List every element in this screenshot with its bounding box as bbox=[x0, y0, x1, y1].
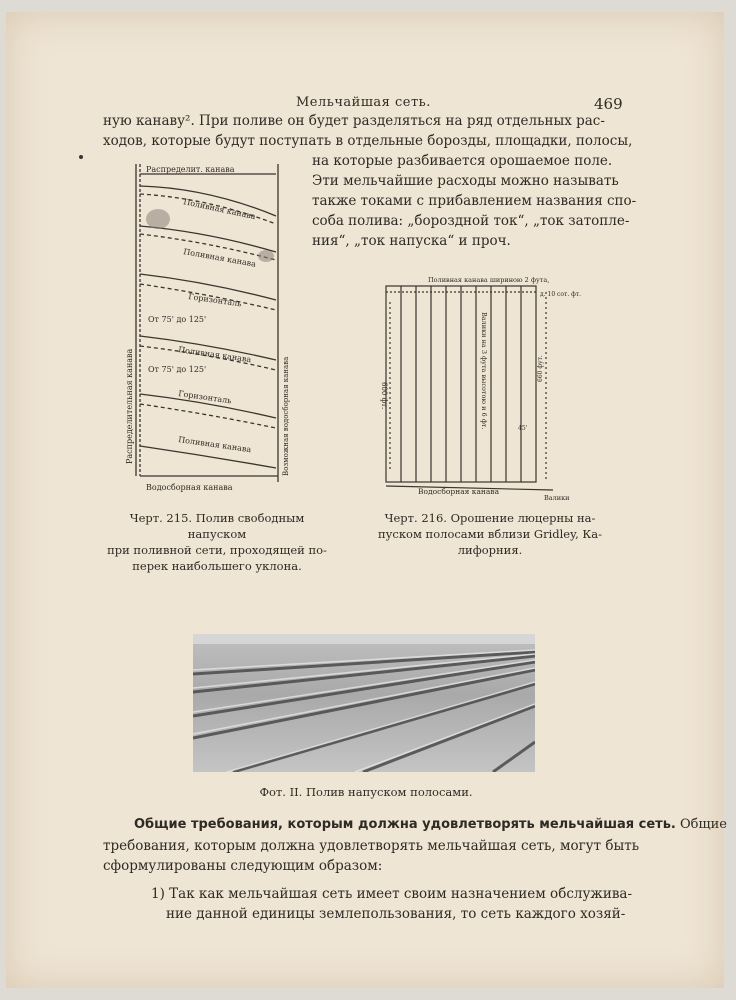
intro-line-2: ходов, которые будут поступать в отдельные борозды, площадки, полосы, bbox=[103, 133, 633, 149]
fig216-label-bottom: Водосборная канава bbox=[418, 487, 500, 496]
intro-line-3: на которые разбивается орошаемое поле. bbox=[312, 153, 613, 169]
fig215-label-range2: От 75' до 125' bbox=[148, 365, 207, 374]
fig216-caption-line-3: лифорния. bbox=[457, 543, 523, 557]
section-heading-tail: Общие bbox=[680, 817, 727, 832]
fig215-label-bottom: Водосборная канава bbox=[146, 483, 233, 492]
fig215-label-poliv4: Поливная канава bbox=[177, 435, 252, 455]
fig216-label-right-dim: 660 фут. bbox=[537, 355, 544, 382]
fig215-caption-line-1: Черт. 215. Полив свободным напуском bbox=[129, 511, 305, 541]
intro-line-6: соба полива: „бороздной ток“, „ток затопле- bbox=[312, 213, 630, 229]
intro-line-1: ную канаву². При поливе он будет разделяться на ряд отдельных рас- bbox=[103, 113, 605, 129]
fig215-label-top: Распределит. канава bbox=[146, 165, 235, 174]
intro-line-4: Эти мельчайшие расходы можно называть bbox=[312, 173, 619, 189]
fig216-label-bottom-right: Валики bbox=[544, 494, 570, 502]
fig216-caption-line-2: пуском полосами вблизи Gridley, Ка- bbox=[377, 527, 603, 541]
fig216-label-top: Поливная канава шириною 2 фута, bbox=[428, 276, 550, 284]
fig216-caption-line-1: Черт. 216. Орошение люцерны на- bbox=[384, 511, 596, 525]
section-heading: Общие требования, которым должна удовлетворять мельчайшая сеть. bbox=[134, 817, 676, 832]
figure-216-diagram bbox=[378, 272, 598, 502]
fig216-label-top-right: д. 10 сот. фт. bbox=[540, 291, 582, 298]
fig216-label-small: 45' bbox=[518, 425, 528, 432]
fig215-label-right-vertical: Возможная водосборная канава bbox=[282, 356, 290, 476]
fig215-label-horiz2: Горизонталь bbox=[177, 389, 233, 406]
fig215-label-poliv2: Поливная канава bbox=[182, 247, 257, 269]
intro-line-5: также токами с прибавлением названия спо- bbox=[312, 193, 637, 209]
photo-caption: Фот. II. Полив напуском полосами. bbox=[259, 785, 473, 799]
item1-line-2: ние данной единицы землепользования, то сеть каждого хозяй- bbox=[166, 906, 626, 922]
section-line-2: сформулированы следующим образом: bbox=[103, 858, 383, 874]
fig216-label-middle: Валики на 3 фута высотою и 6 фт. bbox=[480, 312, 488, 430]
fig215-caption-line-2: при поливной сети, проходящей по- bbox=[107, 543, 327, 557]
section-heading-line bbox=[134, 816, 727, 834]
fig215-label-horiz1: Горизонталь bbox=[187, 292, 243, 309]
fig215-label-poliv1: Поливная канава bbox=[182, 197, 257, 222]
fig215-label-poliv3: Поливная канава bbox=[177, 345, 252, 365]
ink-spot bbox=[79, 155, 83, 159]
running-header: Мельчайшая сеть. bbox=[296, 95, 431, 110]
section-line-1: требования, которым должна удовлетворять мельчайшая сеть, могут быть bbox=[103, 838, 640, 854]
intro-line-7: ния“, „ток напуска“ и проч. bbox=[312, 233, 511, 249]
figure-215-caption bbox=[102, 510, 332, 574]
item1-line-1: 1) Так как мельчайшая сеть имеет своим назначением обслужива- bbox=[151, 886, 633, 902]
field-photograph bbox=[193, 634, 535, 772]
fig215-label-left-vertical: Распределительная канава bbox=[125, 348, 134, 464]
photo-strips bbox=[193, 634, 535, 772]
fig215-caption-line-3: перек наибольшего уклона. bbox=[132, 559, 302, 573]
scanned-page bbox=[6, 12, 727, 988]
fig216-label-left-dim: 600 фт. bbox=[380, 382, 388, 410]
figure-216-caption bbox=[370, 510, 610, 558]
page-number: 469 bbox=[594, 95, 623, 113]
fig215-label-range1: От 75' до 125' bbox=[148, 315, 207, 324]
figure-215-diagram bbox=[118, 164, 308, 494]
